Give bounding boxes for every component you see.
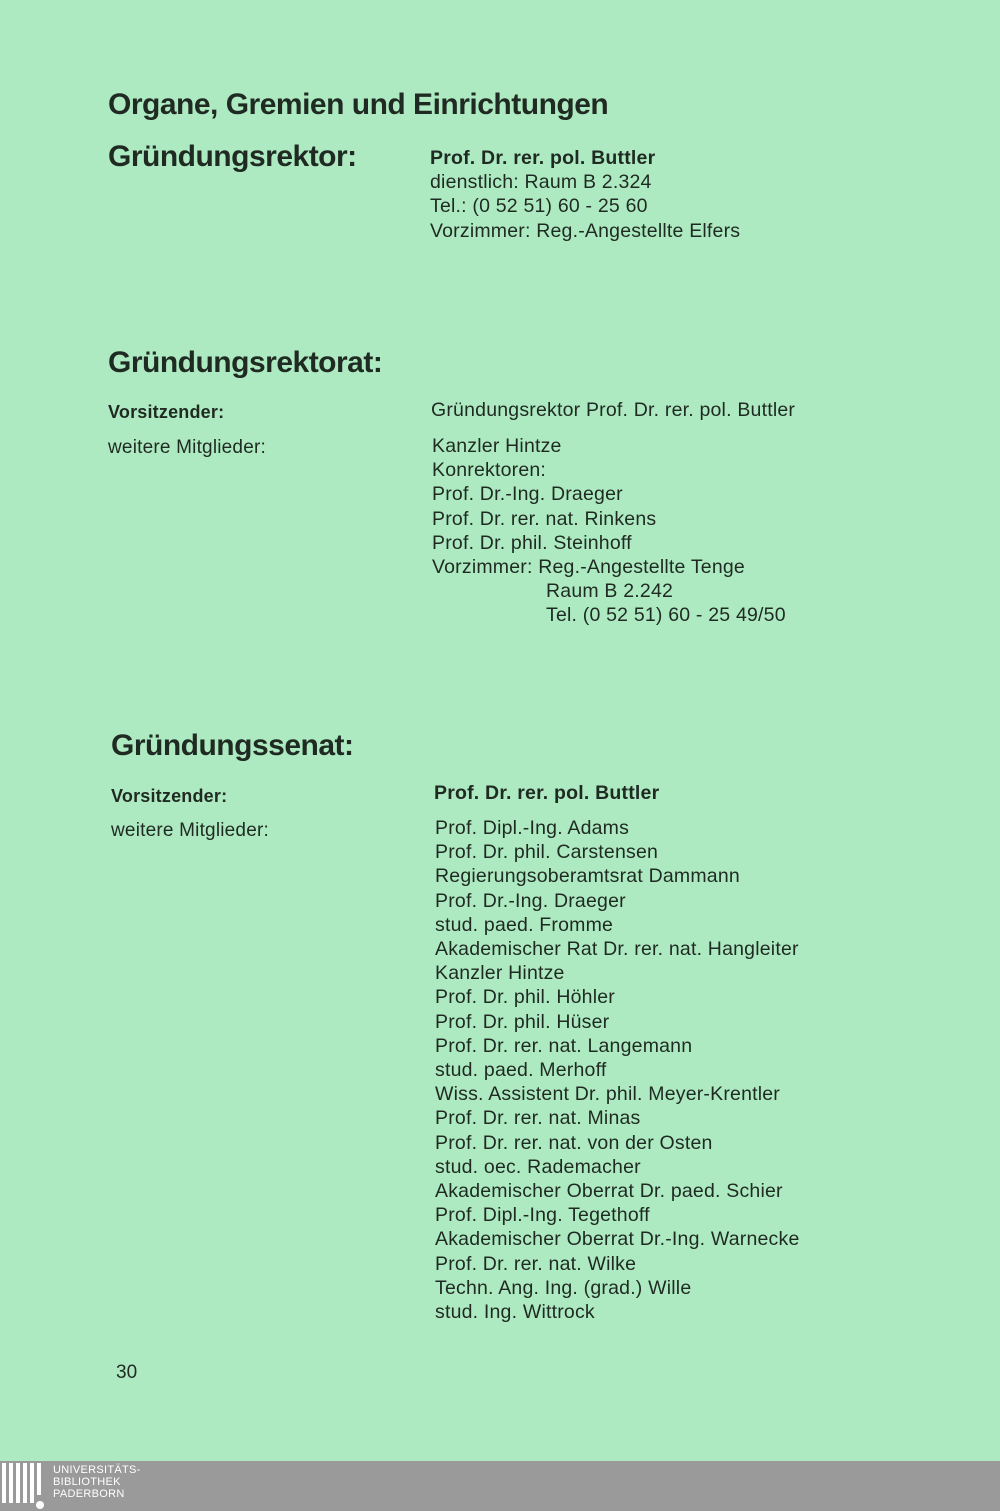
rektorat-office-phone: Tel. (0 52 51) 60 - 25 49/50 <box>546 604 786 627</box>
rektor-heading: Gründungsrektor: <box>108 140 357 173</box>
senat-member: stud. paed. Fromme <box>435 913 614 936</box>
senat-member: Prof. Dr. phil. Hüser <box>435 1010 610 1033</box>
rektorat-member: Prof. Dr. rer. nat. Rinkens <box>432 507 657 530</box>
rektorat-member: Prof. Dr. phil. Steinhoff <box>432 531 632 554</box>
senat-chair-label: Vorsitzender: <box>111 786 228 806</box>
senat-member: Prof. Dr.-Ing. Draeger <box>435 889 626 912</box>
senat-members <box>435 816 800 1324</box>
rektorat-chair <box>431 398 795 422</box>
senat-member: stud. oec. Rademacher <box>435 1155 641 1178</box>
rektorat-chair-name: Gründungsrektor Prof. Dr. rer. pol. Buttler <box>431 399 796 421</box>
senat-member: stud. Ing. Wittrock <box>435 1301 595 1324</box>
rektorat-chair-label: Vorsitzender: <box>108 402 225 422</box>
senat-member: Prof. Dipl.-Ing. Adams <box>435 817 630 839</box>
senat-heading: Gründungssenat: <box>111 729 354 762</box>
rektorat-members-label: weitere Mitglieder: <box>108 437 266 458</box>
senat-member: Akademischer Oberrat Dr. paed. Schier <box>435 1180 783 1203</box>
senat-member: Prof. Dr. phil. Carstensen <box>435 841 659 864</box>
senat-member: Prof. Dr. rer. nat. Minas <box>435 1107 641 1130</box>
logo-line: UNIVERSITÄTS- <box>53 1464 141 1476</box>
logo-line: BIBLIOTHEK <box>53 1476 121 1488</box>
senat-member: Prof. Dr. rer. nat. von der Osten <box>435 1131 713 1154</box>
library-logo-text <box>53 1464 141 1500</box>
rektorat-member: Vorzimmer: Reg.-Angestellte Tenge <box>432 556 745 579</box>
rektor-phone: Tel.: (0 52 51) 60 - 25 60 <box>430 195 648 218</box>
senat-member: Prof. Dr. phil. Höhler <box>435 986 615 1009</box>
senat-member: stud. paed. Merhoff <box>435 1059 607 1082</box>
logo-line: PADERBORN <box>53 1488 125 1500</box>
senat-members-label: weitere Mitglieder: <box>111 820 269 841</box>
senat-member: Prof. Dr. rer. nat. Langemann <box>435 1034 693 1057</box>
rektorat-heading: Gründungsrektorat: <box>108 346 383 379</box>
rektor-details <box>430 146 740 243</box>
page-title: Organe, Gremien und Einrichtungen <box>108 88 609 121</box>
library-logo-icon <box>0 1463 46 1509</box>
senat-member: Prof. Dipl.-Ing. Tegethoff <box>435 1204 650 1227</box>
senat-member: Regierungsoberamtsrat Dammann <box>435 865 740 888</box>
senat-member: Kanzler Hintze <box>435 962 565 985</box>
library-footer <box>0 1461 1000 1511</box>
rektorat-members <box>432 434 786 628</box>
senat-chair <box>434 781 659 805</box>
senat-member: Techn. Ang. Ing. (grad.) Wille <box>435 1276 692 1299</box>
rektorat-member: Kanzler Hintze <box>432 435 562 457</box>
rektorat-member: Prof. Dr.-Ing. Draeger <box>432 483 623 506</box>
rektorat-member: Konrektoren: <box>432 459 547 482</box>
senat-chair-name: Prof. Dr. rer. pol. Buttler <box>434 782 660 804</box>
rektor-anteroom: Vorzimmer: Reg.-Angestellte Elfers <box>430 219 741 242</box>
senat-member: Akademischer Oberrat Dr.-Ing. Warnecke <box>435 1228 800 1251</box>
rektorat-office-room: Raum B 2.242 <box>546 580 674 603</box>
rektor-name: Prof. Dr. rer. pol. Buttler <box>430 147 656 169</box>
senat-member: Prof. Dr. rer. nat. Wilke <box>435 1252 637 1275</box>
senat-member: Wiss. Assistent Dr. phil. Meyer-Krentler <box>435 1083 781 1106</box>
rektor-office: dienstlich: Raum B 2.324 <box>430 171 652 194</box>
page-number: 30 <box>116 1362 138 1383</box>
senat-member: Akademischer Rat Dr. rer. nat. Hangleiter <box>435 938 799 961</box>
